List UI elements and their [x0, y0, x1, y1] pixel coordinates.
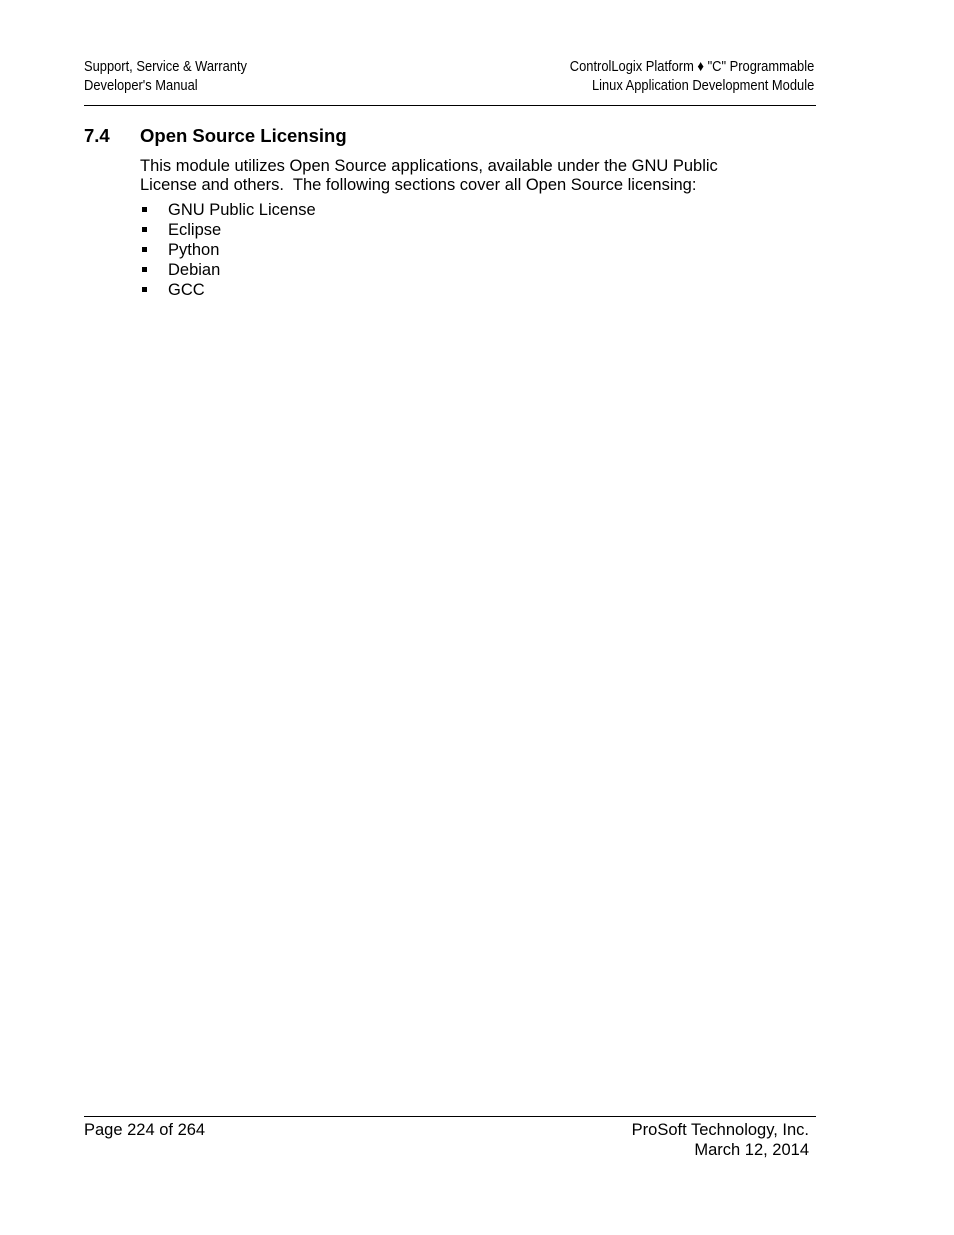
list-item: [140, 200, 316, 220]
company-name: ProSoft Technology, Inc.: [631, 1121, 809, 1139]
license-name: GNU Public License: [168, 201, 316, 219]
license-list: [140, 200, 316, 300]
header-product: Linux Application Development Module: [591, 77, 814, 94]
list-item: [140, 240, 316, 260]
license-name: Eclipse: [168, 221, 222, 239]
section-title: Open Source Licensing: [140, 125, 347, 146]
footer-right: [632, 1120, 809, 1160]
square-bullet-icon: [142, 287, 147, 292]
license-name: Debian: [168, 261, 221, 279]
section-heading: [84, 125, 347, 147]
list-item: [140, 280, 316, 300]
square-bullet-icon: [142, 207, 147, 212]
running-header-right: [570, 57, 814, 95]
page-number: Page 224 of 264: [84, 1121, 206, 1139]
footer-left: [84, 1120, 205, 1140]
license-name: Python: [168, 241, 220, 259]
intro-line: This module utilizes Open Source applications, available under the GNU Public: [140, 157, 718, 175]
header-chapter: Support, Service & Warranty: [84, 58, 247, 75]
list-item: [140, 260, 316, 280]
publication-date: March 12, 2014: [694, 1141, 809, 1159]
running-header-left: [84, 57, 247, 95]
footer-divider: [84, 1116, 816, 1117]
header-divider: [84, 105, 816, 106]
square-bullet-icon: [142, 267, 147, 272]
intro-line: License and others. The following sections cover all Open Source licensing:: [140, 176, 697, 194]
header-manual-type: Developer's Manual: [84, 77, 198, 94]
header-platform: ControlLogix Platform ♦ "C" Programmable: [569, 58, 814, 75]
square-bullet-icon: [142, 247, 147, 252]
license-name: GCC: [168, 281, 205, 299]
square-bullet-icon: [142, 227, 147, 232]
intro-paragraph: [140, 157, 780, 195]
section-number: 7.4: [84, 125, 110, 146]
list-item: [140, 220, 316, 240]
